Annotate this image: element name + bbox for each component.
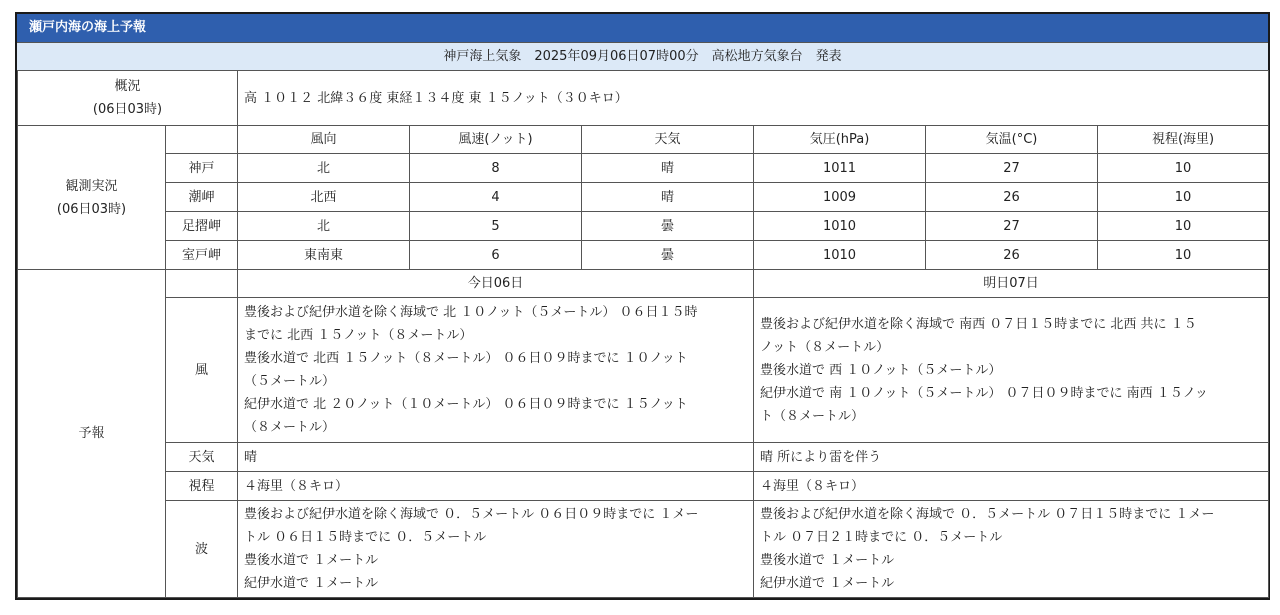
cell: 4 [410, 183, 582, 212]
cell: 26 [926, 241, 1098, 270]
station-name: 足摺岬 [166, 212, 238, 241]
cell: 北西 [238, 183, 410, 212]
forecast-panel [15, 12, 1270, 600]
panel-title: 瀬戸内海の海上予報 [17, 14, 1268, 42]
header-wind-dir: 風向 [238, 126, 410, 154]
cell: 10 [1098, 154, 1269, 183]
yoho-corner [166, 270, 238, 298]
cell: 1010 [754, 212, 926, 241]
cell: 曇 [582, 212, 754, 241]
cell: 5 [410, 212, 582, 241]
cell: 1009 [754, 183, 926, 212]
cell: 晴 [582, 154, 754, 183]
weather-today: 晴 [238, 443, 754, 472]
wind-tomorrow: 豊後および紀伊水道を除く海域で 南西 ０７日１５時までに 北西 共に １５ ノット（８メートル） 豊後水道で 西 １０ノット（５メートル） 紀伊水道で 南 １０ノット（５メートル） ０７日０９時までに 南西 １５ノッ ト（８メートル） [754, 298, 1269, 443]
wave-tomorrow: 豊後および紀伊水道を除く海域で ０．５メートル ０７日１５時までに １メー トル ０７日２１時までに ０．５メートル 豊後水道で １メートル 紀伊水道で １メートル [754, 501, 1269, 598]
gaikyo-text: 高 １０１２ 北緯３６度 東経１３４度 東 １５ノット（３０キロ） [238, 71, 1269, 126]
cell: 晴 [582, 183, 754, 212]
cell: 8 [410, 154, 582, 183]
issue-banner: 神戸海上気象 2025年09月06日07時00分 高松地方気象台 発表 [17, 42, 1268, 70]
header-visibility: 視程(海里) [1098, 126, 1269, 154]
table-row [18, 154, 1269, 183]
cell: 1011 [754, 154, 926, 183]
wave-today: 豊後および紀伊水道を除く海域で ０．５メートル ０６日０９時までに １メー トル ０６日１５時までに ０．５メートル 豊後水道で １メートル 紀伊水道で １メートル [238, 501, 754, 598]
cell: 10 [1098, 212, 1269, 241]
kansoku-corner [166, 126, 238, 154]
weather-label: 天気 [166, 443, 238, 472]
cell: 東南東 [238, 241, 410, 270]
visibility-today: ４海里（８キロ） [238, 472, 754, 501]
today-header: 今日06日 [238, 270, 754, 298]
cell: 27 [926, 212, 1098, 241]
station-name: 室戸岬 [166, 241, 238, 270]
kansoku-label: 観測実況 (06日03時) [18, 126, 166, 270]
station-name: 神戸 [166, 154, 238, 183]
gaikyo-label: 概況 (06日03時) [18, 71, 238, 126]
visibility-row [18, 472, 1269, 501]
weather-tomorrow: 晴 所により雷を伴う [754, 443, 1269, 472]
table-row [18, 212, 1269, 241]
cell: 6 [410, 241, 582, 270]
cell: 北 [238, 154, 410, 183]
forecast-table [17, 70, 1269, 598]
visibility-tomorrow: ４海里（８キロ） [754, 472, 1269, 501]
visibility-label: 視程 [166, 472, 238, 501]
header-wind-speed: 風速(ノット) [410, 126, 582, 154]
cell: 26 [926, 183, 1098, 212]
wind-today: 豊後および紀伊水道を除く海域で 北 １０ノット（５メートル） ０６日１５時 までに 北西 １５ノット（８メートル） 豊後水道で 北西 １５ノット（８メートル） ０６日０９時までに １０ノット （５メートル） 紀伊水道で 北 ２０ノット（１０メートル） ０６日０９時までに １５ノット （８メートル） [238, 298, 754, 443]
wind-label: 風 [166, 298, 238, 443]
cell: 10 [1098, 241, 1269, 270]
cell: 北 [238, 212, 410, 241]
wave-label: 波 [166, 501, 238, 598]
yoho-header-row [18, 270, 1269, 298]
tomorrow-header: 明日07日 [754, 270, 1269, 298]
yoho-label: 予報 [18, 270, 166, 598]
table-row [18, 241, 1269, 270]
header-weather: 天気 [582, 126, 754, 154]
gaikyo-row [18, 71, 1269, 126]
kansoku-header-row [18, 126, 1269, 154]
header-pressure: 気圧(hPa) [754, 126, 926, 154]
cell: 1010 [754, 241, 926, 270]
station-name: 潮岬 [166, 183, 238, 212]
wave-row [18, 501, 1269, 598]
table-row [18, 183, 1269, 212]
wind-row [18, 298, 1269, 443]
cell: 10 [1098, 183, 1269, 212]
header-temp: 気温(°C) [926, 126, 1098, 154]
weather-row [18, 443, 1269, 472]
cell: 曇 [582, 241, 754, 270]
cell: 27 [926, 154, 1098, 183]
